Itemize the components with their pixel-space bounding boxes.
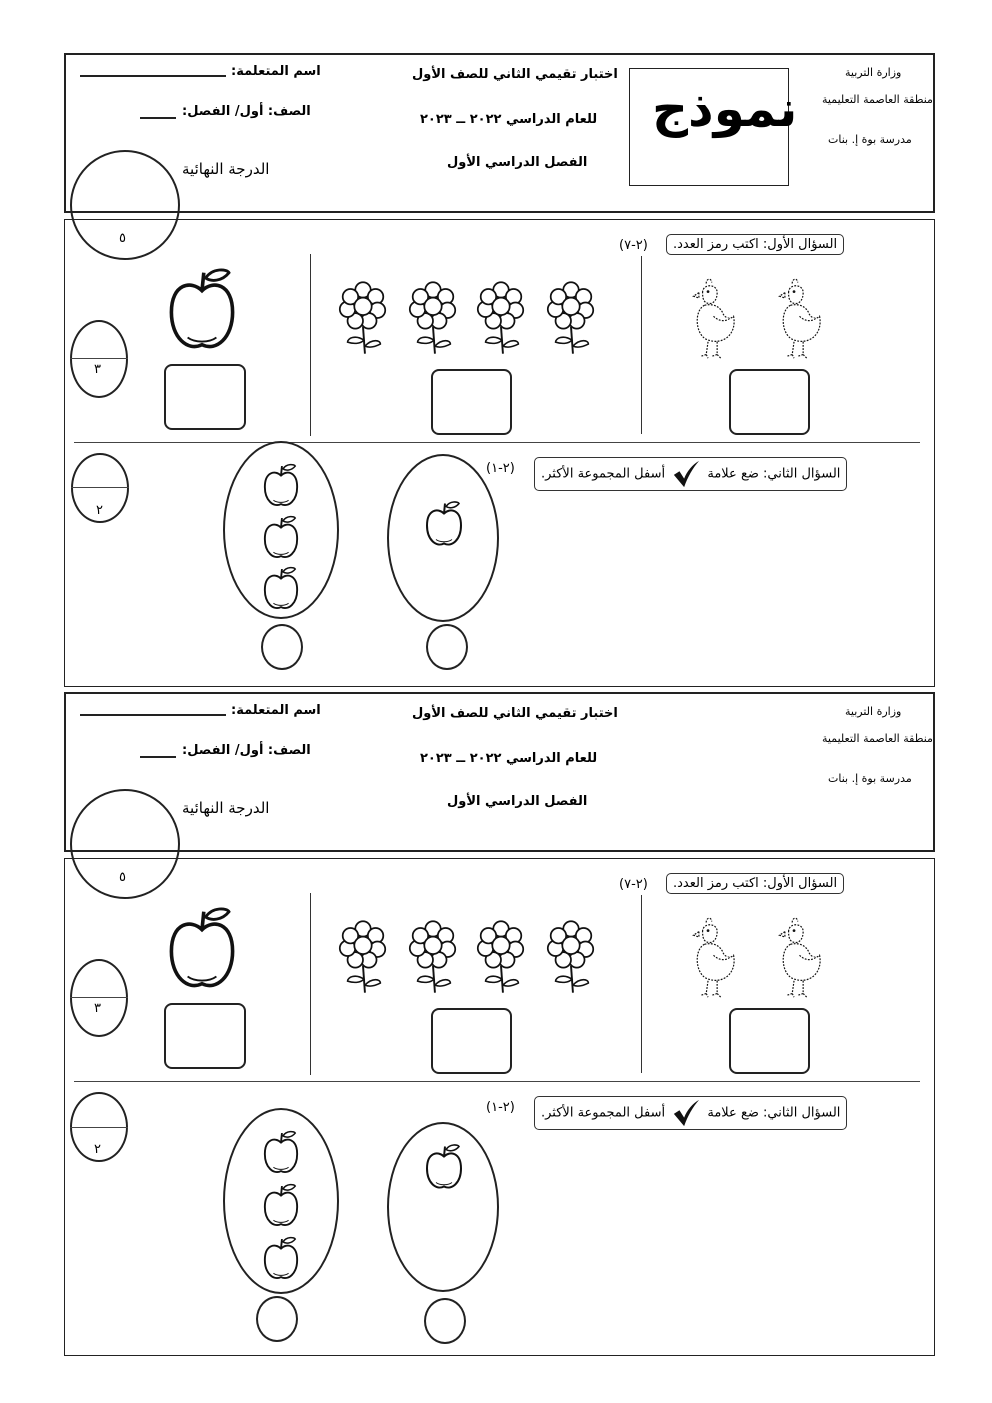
final-score-total: ٥ <box>119 870 126 885</box>
q1-code: (٢-٧) <box>619 877 648 892</box>
chick-icon <box>686 278 741 360</box>
chick-icon <box>772 278 827 360</box>
teacher-name-line <box>80 75 226 77</box>
q1-answer-box-flowers[interactable] <box>431 1008 512 1074</box>
q2-label <box>534 457 847 491</box>
apple-icon <box>262 563 300 615</box>
exam-year: للعام الدراسي ٢٠٢٢ ــ ٢٠٢٣ <box>420 751 598 766</box>
q2-score-total: ٢ <box>96 503 103 518</box>
chick-icon <box>686 917 741 999</box>
q-separator <box>74 1081 920 1082</box>
q2-label <box>534 1096 847 1130</box>
q2-answer-circle-one[interactable] <box>426 624 468 670</box>
apple-icon <box>424 497 464 552</box>
flower-icon <box>404 917 462 995</box>
q1-score-total: ٣ <box>94 362 101 377</box>
flower-icon <box>542 917 600 995</box>
q2-label-post: أسفل المجموعة الأكثر. <box>541 1105 666 1121</box>
q1-score-circle <box>70 320 128 398</box>
q2-score-total: ٢ <box>94 1142 101 1157</box>
exam-term: الفصل الدراسي الأول <box>447 794 588 809</box>
q2-score-divider <box>71 487 129 488</box>
ministry-label: وزارة التربية <box>845 705 902 718</box>
teacher-name-line <box>80 714 226 716</box>
q-separator <box>74 442 920 443</box>
q1-divider-right <box>641 256 642 434</box>
check-icon <box>672 460 700 488</box>
q1-code: (٢-٧) <box>619 238 648 253</box>
apple-icon <box>262 512 300 564</box>
q2-label-pre: السؤال الثاني: ضع علامة <box>707 1105 841 1121</box>
apple-icon <box>262 1180 300 1232</box>
q1-score-divider <box>70 997 128 998</box>
q1-label: السؤال الأول: اكتب رمز العدد. <box>666 873 844 894</box>
q1-divider-left <box>310 893 311 1075</box>
exam-title: اختبار تقيمي الثاني للصف الأول <box>412 67 618 82</box>
q1-answer-box-flowers[interactable] <box>431 369 512 435</box>
final-score-total: ٥ <box>119 231 126 246</box>
class-label: الصف: أول/ الفصل: <box>182 743 311 758</box>
flower-icon <box>404 278 462 356</box>
q1-answer-box-apple[interactable] <box>164 1003 246 1069</box>
apple-icon <box>262 1233 300 1285</box>
q1-answer-box-chicks[interactable] <box>729 369 810 435</box>
teacher-label: اسم المتعلمة: <box>231 64 321 79</box>
q1-score-divider <box>70 358 128 359</box>
apple-icon <box>262 1127 300 1179</box>
apple-icon <box>166 263 238 358</box>
apple-icon <box>424 1140 464 1195</box>
exam-term: الفصل الدراسي الأول <box>447 155 588 170</box>
school-label: مدرسة بوة إ. بنات <box>828 133 912 146</box>
school-label: مدرسة بوة إ. بنات <box>828 772 912 785</box>
q2-code: (٢-١) <box>486 1100 515 1115</box>
q2-answer-circle-one[interactable] <box>424 1298 466 1344</box>
q1-divider-left <box>310 254 311 436</box>
flower-icon <box>472 278 530 356</box>
q2-answer-circle-three[interactable] <box>261 624 303 670</box>
flower-icon <box>472 917 530 995</box>
class-line <box>140 756 176 758</box>
flower-icon <box>334 917 392 995</box>
q2-answer-circle-three[interactable] <box>256 1296 298 1342</box>
apple-icon <box>166 902 238 997</box>
q1-score-circle <box>70 959 128 1037</box>
q2-label-post: أسفل المجموعة الأكثر. <box>541 466 666 482</box>
final-score-label: الدرجة النهائية <box>182 799 270 817</box>
teacher-label: اسم المتعلمة: <box>231 703 321 718</box>
flower-icon <box>542 278 600 356</box>
class-label: الصف: أول/ الفصل: <box>182 104 311 119</box>
q1-answer-box-chicks[interactable] <box>729 1008 810 1074</box>
apple-icon <box>262 460 300 512</box>
q2-score-divider <box>70 1127 128 1128</box>
q1-score-total: ٣ <box>94 1001 101 1016</box>
exam-title: اختبار تقيمي الثاني للصف الأول <box>412 706 618 721</box>
q1-divider-right <box>641 895 642 1073</box>
region-label: منطقة العاصمة التعليمية <box>822 93 933 106</box>
flower-icon <box>334 278 392 356</box>
final-score-label: الدرجة النهائية <box>182 160 270 178</box>
q1-label: السؤال الأول: اكتب رمز العدد. <box>666 234 844 255</box>
q1-answer-box-apple[interactable] <box>164 364 246 430</box>
ministry-label: وزارة التربية <box>845 66 902 79</box>
region-label: منطقة العاصمة التعليمية <box>822 732 933 745</box>
q2-label-pre: السؤال الثاني: ضع علامة <box>707 466 841 482</box>
chick-icon <box>772 917 827 999</box>
check-icon <box>672 1099 700 1127</box>
exam-year: للعام الدراسي ٢٠٢٢ ــ ٢٠٢٣ <box>420 112 598 127</box>
q2-code: (٢-١) <box>486 461 515 476</box>
class-line <box>140 117 176 119</box>
stamp-text: نموذج <box>652 80 798 138</box>
